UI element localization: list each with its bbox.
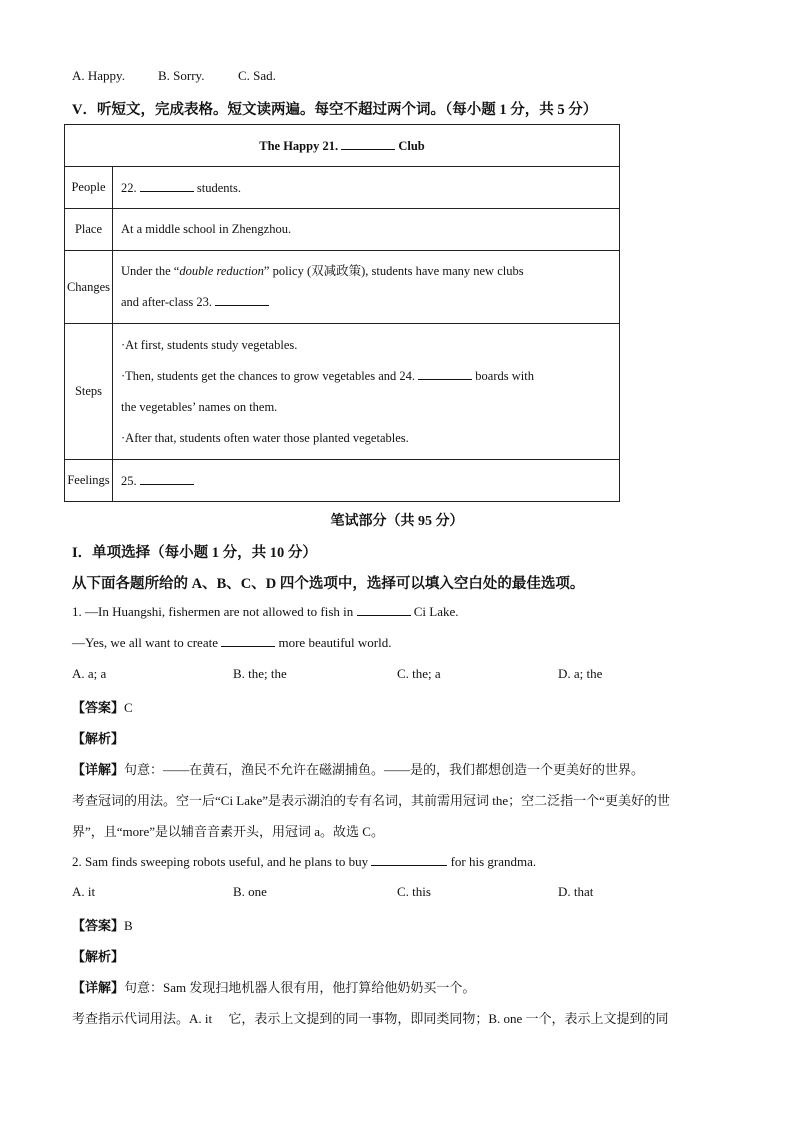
q2-answer: 【答案】B — [72, 918, 133, 933]
listening-table — [64, 124, 620, 502]
row-steps: ·At first, students study vegetables. ·Then, students get the chances to grow vegetables and 24. boards with the vegetables’ names on them. ·After that, students often water those planted vegetables. — [113, 324, 620, 460]
q1-answer: 【答案】C — [72, 700, 133, 715]
q1-option-c: C. the; a — [397, 666, 441, 681]
q1-line2: —Yes, we all want to create more beautiful world. — [72, 635, 392, 650]
row-label-steps: Steps — [65, 324, 113, 460]
q2-option-a: A. it — [72, 884, 96, 899]
row-people: 22. students. — [113, 167, 620, 209]
row-label-place: Place — [65, 209, 113, 251]
q1-analysis-label: 【解析】 — [72, 731, 125, 746]
section-5-heading: V．听短文，完成表格。短文读两遍。每空不超过两个词。（每小题 1 分，共 5 分） — [72, 102, 598, 118]
row-changes: Under the “double reduction” policy (双减政策), students have many new clubs and after-class 23. — [113, 251, 620, 324]
row-label-feelings: Feelings — [65, 460, 113, 502]
q1-detail: 【详解】句意：——在黄石，渔民不允许在磁湖捕鱼。——是的，我们都想创造一个更美好的世界。 — [72, 762, 645, 777]
option-c: C. Sad. — [238, 68, 276, 83]
q2-option-b: B. one — [233, 884, 267, 899]
q2-option-c: C. this — [397, 884, 431, 899]
q1-explain-1: 考查冠词的用法。空一后“Ci Lake”是表示湖泊的专有名词，其前需用冠词 the；空二泛指一个“更美好的世 — [72, 793, 670, 808]
row-label-people: People — [65, 167, 113, 209]
row-label-changes: Changes — [65, 251, 113, 324]
q2-line1: 2. Sam finds sweeping robots useful, and he plans to buy for his grandma. — [72, 854, 537, 869]
q2-analysis-label: 【解析】 — [72, 949, 125, 964]
row-place: At a middle school in Zhengzhou. — [113, 209, 620, 251]
q1-explain-2: 界”，且“more”是以辅音音素开头，用冠词 a。故选 C。 — [72, 824, 384, 839]
option-a: A. Happy. — [72, 68, 125, 83]
row-feelings: 25. — [113, 460, 620, 502]
q2-detail: 【详解】句意：Sam 发现扫地机器人很有用，他打算给他奶奶买一个。 — [72, 980, 476, 995]
written-part-title: 笔试部分（共 95 分） — [330, 514, 464, 529]
section-1-instruction: 从下面各题所给的 A、B、C、D 四个选项中，选择可以填入空白处的最佳选项。 — [72, 576, 585, 592]
q2-explain-1: 考查指示代词用法。A. it 它，表示上文提到的同一事物，即同类同物；B. one 一个，表示上文提到的同 — [72, 1011, 669, 1026]
table-title: The Happy 21. Club — [65, 125, 620, 167]
section-1-heading: I．单项选择（每小题 1 分，共 10 分） — [72, 545, 317, 561]
q2-option-d: D. that — [558, 884, 594, 899]
option-b: B. Sorry. — [158, 68, 205, 83]
q1-option-b: B. the; the — [233, 666, 287, 681]
q1-line1: 1. —In Huangshi, fishermen are not allowed to fish in Ci Lake. — [72, 604, 459, 619]
q1-option-d: D. a; the — [558, 666, 603, 681]
q1-option-a: A. a; a — [72, 666, 107, 681]
